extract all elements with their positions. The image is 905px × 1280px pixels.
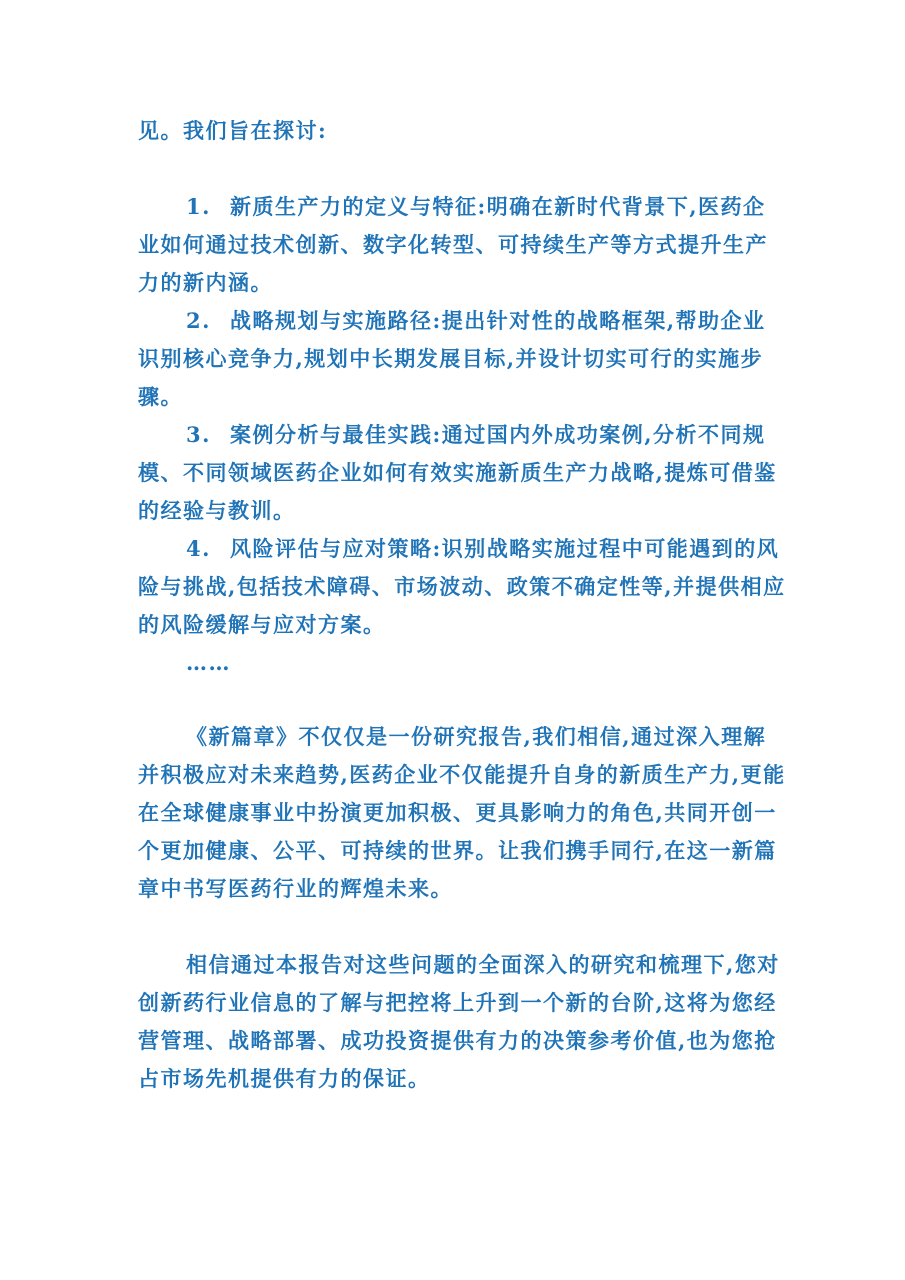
list-item-number: 4. <box>186 536 211 561</box>
list-item <box>138 416 788 530</box>
intro-text: 见。我们旨在探讨: <box>138 118 328 143</box>
list-item-number: 3. <box>186 422 211 447</box>
ellipsis-text: …… <box>186 650 231 675</box>
list-item-text: 战略规划与实施路径:提出针对性的战略框架,帮助企业识别核心竞争力,规划中长期发展目标,并设计切实可行的实施步骤。 <box>138 308 766 409</box>
document-body <box>138 112 788 1098</box>
list-item-number: 1. <box>186 194 211 219</box>
closing-paragraph: 《新篇章》不仅仅是一份研究报告,我们相信,通过深入理解并积极应对未来趋势,医药企业不仅能提升自身的新质生产力,更能在全球健康事业中扮演更加积极、更具影响力的角色,共同开创一个更加健康、公平、可持续的世界。让我们携手同行,在这一新篇章中书写医药行业的辉煌未来。 <box>138 724 786 901</box>
list-item-text: 新质生产力的定义与特征:明确在新时代背景下,医药企业如何通过技术创新、数字化转型、可持续生产等方式提升生产力的新内涵。 <box>138 194 768 295</box>
list-item-number: 2. <box>186 308 211 333</box>
list-item-text: 风险评估与应对策略:识别战略实施过程中可能遇到的风险与挑战,包括技术障碍、市场波动、政策不确定性等,并提供相应的风险缓解与应对方案。 <box>138 536 786 637</box>
list-item <box>138 302 788 416</box>
summary-paragraph: 相信通过本报告对这些问题的全面深入的研究和梳理下,您对创新药行业信息的了解与把控将上升到一个新的台阶,这将为您经营管理、战略部署、成功投资提供有力的决策参考价值,也为您抢占市场先机提供有力的保证。 <box>138 952 780 1091</box>
list-item-text: 案例分析与最佳实践:通过国内外成功案例,分析不同规模、不同领域医药企业如何有效实施新质生产力战略,提炼可借鉴的经验与教训。 <box>138 422 777 523</box>
list-item <box>138 188 788 302</box>
paragraph-spacer <box>138 908 788 946</box>
list-item <box>138 530 788 644</box>
